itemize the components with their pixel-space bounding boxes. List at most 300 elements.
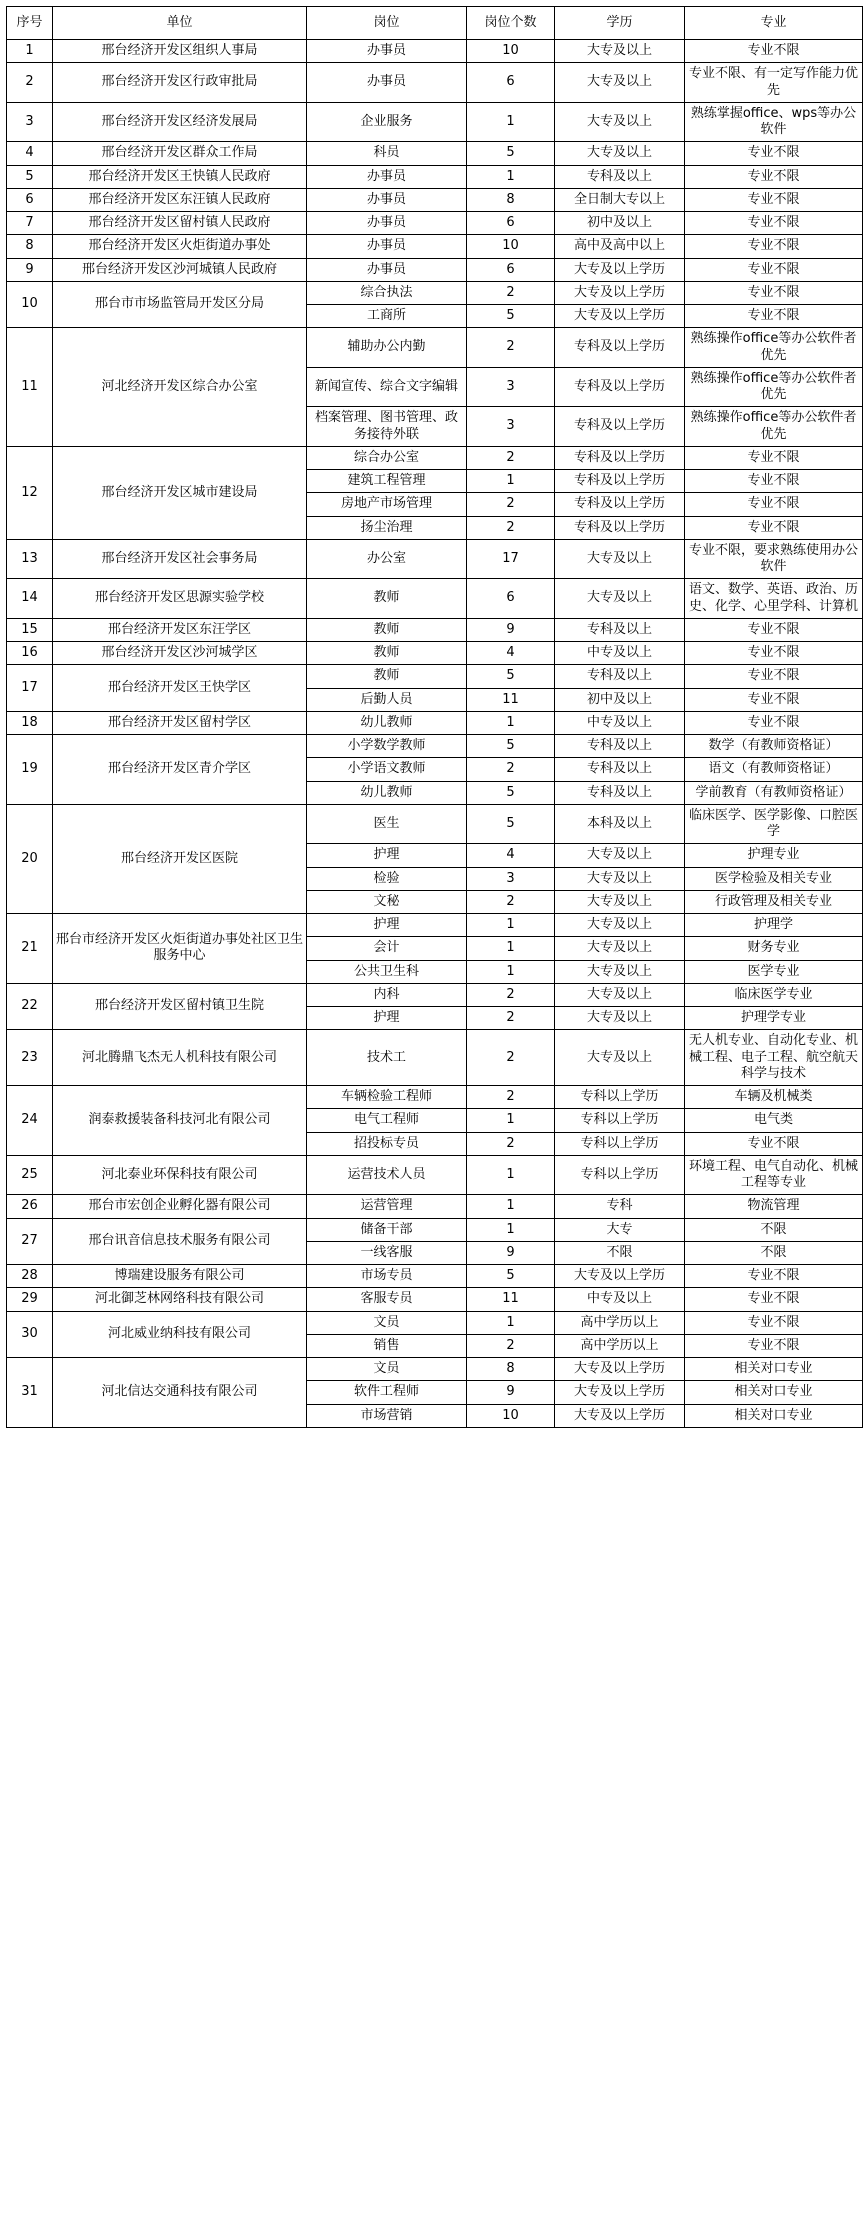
cell-unit-name: 邢台经济开发区东汪镇人民政府	[53, 188, 307, 211]
cell-position-count: 1	[467, 1311, 555, 1334]
table-row	[7, 1155, 863, 1195]
header-unit: 单位	[53, 7, 307, 40]
cell-major: 专业不限	[685, 1311, 863, 1334]
cell-education: 专科以上学历	[555, 1086, 685, 1109]
cell-major: 行政管理及相关专业	[685, 890, 863, 913]
cell-position-count: 6	[467, 258, 555, 281]
cell-sequence-number: 26	[7, 1195, 53, 1218]
cell-education: 专科及以上	[555, 665, 685, 688]
cell-major: 专业不限	[685, 212, 863, 235]
cell-unit-name: 邢台经济开发区留村镇卫生院	[53, 983, 307, 1030]
cell-position: 办事员	[307, 188, 467, 211]
cell-major: 专业不限	[685, 711, 863, 734]
cell-unit-name: 邢台经济开发区思源实验学校	[53, 579, 307, 619]
cell-sequence-number: 23	[7, 1030, 53, 1086]
cell-position-count: 5	[467, 305, 555, 328]
cell-major: 专业不限	[685, 493, 863, 516]
cell-major: 熟练操作office等办公软件者优先	[685, 328, 863, 368]
cell-position-count: 6	[467, 63, 555, 103]
cell-major: 相关对口专业	[685, 1404, 863, 1427]
cell-sequence-number: 2	[7, 63, 53, 103]
cell-education: 大专及以上	[555, 539, 685, 579]
cell-education: 专科及以上	[555, 758, 685, 781]
cell-position-count: 11	[467, 688, 555, 711]
cell-major: 护理学专业	[685, 1007, 863, 1030]
cell-sequence-number: 21	[7, 914, 53, 984]
cell-sequence-number: 29	[7, 1288, 53, 1311]
cell-major: 专业不限	[685, 470, 863, 493]
cell-unit-name: 邢台经济开发区王快学区	[53, 665, 307, 712]
cell-education: 大专及以上	[555, 40, 685, 63]
cell-education: 大专及以上学历	[555, 258, 685, 281]
cell-position-count: 1	[467, 1109, 555, 1132]
cell-education: 专科及以上	[555, 781, 685, 804]
cell-position-count: 9	[467, 1381, 555, 1404]
cell-position: 工商所	[307, 305, 467, 328]
cell-position-count: 5	[467, 781, 555, 804]
cell-major: 相关对口专业	[685, 1358, 863, 1381]
table-row	[7, 539, 863, 579]
cell-position: 办事员	[307, 40, 467, 63]
cell-sequence-number: 28	[7, 1265, 53, 1288]
table-row	[7, 579, 863, 619]
cell-unit-name: 润泰救援装备科技河北有限公司	[53, 1086, 307, 1156]
cell-major: 专业不限	[685, 40, 863, 63]
table-row	[7, 165, 863, 188]
cell-position: 教师	[307, 665, 467, 688]
cell-unit-name: 邢台经济开发区沙河城镇人民政府	[53, 258, 307, 281]
cell-position: 办事员	[307, 63, 467, 103]
cell-major: 专业不限	[685, 235, 863, 258]
cell-major: 数学（有教师资格证）	[685, 735, 863, 758]
table-row	[7, 142, 863, 165]
cell-education: 专科及以上学历	[555, 328, 685, 368]
cell-education: 初中及以上	[555, 212, 685, 235]
cell-unit-name: 邢台经济开发区东汪学区	[53, 618, 307, 641]
cell-position: 后勤人员	[307, 688, 467, 711]
cell-sequence-number: 7	[7, 212, 53, 235]
cell-sequence-number: 25	[7, 1155, 53, 1195]
cell-unit-name: 邢台经济开发区留村学区	[53, 711, 307, 734]
cell-position: 教师	[307, 642, 467, 665]
cell-education: 大专及以上学历	[555, 1404, 685, 1427]
cell-position: 建筑工程管理	[307, 470, 467, 493]
cell-position-count: 1	[467, 165, 555, 188]
table-row	[7, 665, 863, 688]
cell-education: 中专及以上	[555, 711, 685, 734]
table-row	[7, 63, 863, 103]
table-header	[7, 7, 863, 40]
cell-position: 市场专员	[307, 1265, 467, 1288]
cell-position-count: 1	[467, 1218, 555, 1241]
cell-unit-name: 邢台经济开发区组织人事局	[53, 40, 307, 63]
table-row	[7, 1358, 863, 1381]
cell-position: 电气工程师	[307, 1109, 467, 1132]
cell-position: 办事员	[307, 212, 467, 235]
table-body	[7, 40, 863, 1428]
cell-position-count: 17	[467, 539, 555, 579]
cell-education: 大专及以上	[555, 579, 685, 619]
cell-major: 熟练掌握office、wps等办公软件	[685, 102, 863, 142]
cell-position-count: 2	[467, 1086, 555, 1109]
cell-education: 初中及以上	[555, 688, 685, 711]
cell-education: 大专及以上	[555, 937, 685, 960]
cell-position: 办事员	[307, 165, 467, 188]
cell-sequence-number: 17	[7, 665, 53, 712]
cell-sequence-number: 31	[7, 1358, 53, 1428]
cell-sequence-number: 22	[7, 983, 53, 1030]
cell-education: 大专及以上学历	[555, 1265, 685, 1288]
cell-unit-name: 邢台市宏创企业孵化器有限公司	[53, 1195, 307, 1218]
cell-position-count: 6	[467, 212, 555, 235]
cell-position: 软件工程师	[307, 1381, 467, 1404]
header-row	[7, 7, 863, 40]
cell-education: 大专及以上	[555, 142, 685, 165]
table-row	[7, 1265, 863, 1288]
cell-position-count: 2	[467, 758, 555, 781]
cell-major: 环境工程、电气自动化、机械工程等专业	[685, 1155, 863, 1195]
cell-unit-name: 邢台市经济开发区火炬街道办事处社区卫生服务中心	[53, 914, 307, 984]
cell-education: 不限	[555, 1241, 685, 1264]
cell-position-count: 8	[467, 1358, 555, 1381]
cell-position-count: 5	[467, 804, 555, 844]
cell-position-count: 9	[467, 1241, 555, 1264]
cell-major: 专业不限、有一定写作能力优先	[685, 63, 863, 103]
cell-position: 小学数学教师	[307, 735, 467, 758]
cell-position-count: 5	[467, 1265, 555, 1288]
cell-major: 专业不限	[685, 188, 863, 211]
cell-position: 公共卫生科	[307, 960, 467, 983]
cell-position-count: 1	[467, 937, 555, 960]
cell-unit-name: 邢台经济开发区青介学区	[53, 735, 307, 805]
cell-sequence-number: 5	[7, 165, 53, 188]
cell-position: 档案管理、图书管理、政务接待外联	[307, 407, 467, 447]
cell-unit-name: 邢台经济开发区社会事务局	[53, 539, 307, 579]
table-row	[7, 1218, 863, 1241]
cell-position-count: 1	[467, 1155, 555, 1195]
table-row	[7, 711, 863, 734]
cell-position: 新闻宣传、综合文字编辑	[307, 367, 467, 407]
table-row	[7, 1195, 863, 1218]
cell-position-count: 10	[467, 235, 555, 258]
cell-position-count: 2	[467, 516, 555, 539]
cell-position-count: 1	[467, 470, 555, 493]
table-row	[7, 188, 863, 211]
cell-education: 大专及以上	[555, 1030, 685, 1086]
cell-unit-name: 邢台经济开发区群众工作局	[53, 142, 307, 165]
cell-position-count: 1	[467, 711, 555, 734]
table-row	[7, 1311, 863, 1334]
cell-education: 专科	[555, 1195, 685, 1218]
cell-major: 电气类	[685, 1109, 863, 1132]
cell-unit-name: 河北信达交通科技有限公司	[53, 1358, 307, 1428]
cell-position: 幼儿教师	[307, 711, 467, 734]
cell-major: 不限	[685, 1241, 863, 1264]
cell-major: 专业不限	[685, 688, 863, 711]
cell-major: 临床医学、医学影像、口腔医学	[685, 804, 863, 844]
cell-position: 办事员	[307, 258, 467, 281]
header-edu: 学历	[555, 7, 685, 40]
cell-education: 专科及以上学历	[555, 407, 685, 447]
cell-education: 大专	[555, 1218, 685, 1241]
table-row	[7, 102, 863, 142]
table-row	[7, 642, 863, 665]
cell-position-count: 5	[467, 142, 555, 165]
cell-position-count: 2	[467, 493, 555, 516]
cell-position-count: 2	[467, 328, 555, 368]
cell-unit-name: 邢台经济开发区留村镇人民政府	[53, 212, 307, 235]
cell-position-count: 2	[467, 890, 555, 913]
cell-position: 幼儿教师	[307, 781, 467, 804]
cell-position-count: 1	[467, 1195, 555, 1218]
cell-education: 专科及以上	[555, 735, 685, 758]
cell-education: 专科以上学历	[555, 1109, 685, 1132]
cell-education: 大专及以上	[555, 914, 685, 937]
cell-unit-name: 河北泰业环保科技有限公司	[53, 1155, 307, 1195]
cell-major: 专业不限	[685, 1288, 863, 1311]
cell-major: 医学专业	[685, 960, 863, 983]
cell-sequence-number: 3	[7, 102, 53, 142]
cell-position-count: 4	[467, 642, 555, 665]
cell-position-count: 2	[467, 281, 555, 304]
cell-position-count: 2	[467, 983, 555, 1006]
header-no: 序号	[7, 7, 53, 40]
cell-position-count: 1	[467, 102, 555, 142]
cell-major: 专业不限	[685, 1334, 863, 1357]
cell-major: 不限	[685, 1218, 863, 1241]
table-row	[7, 328, 863, 368]
cell-position-count: 3	[467, 367, 555, 407]
cell-position: 技术工	[307, 1030, 467, 1086]
cell-position: 教师	[307, 618, 467, 641]
cell-education: 大专及以上	[555, 983, 685, 1006]
cell-major: 护理学	[685, 914, 863, 937]
cell-position-count: 1	[467, 960, 555, 983]
cell-education: 高中学历以上	[555, 1311, 685, 1334]
cell-sequence-number: 10	[7, 281, 53, 328]
cell-position-count: 3	[467, 407, 555, 447]
header-count: 岗位个数	[467, 7, 555, 40]
cell-sequence-number: 20	[7, 804, 53, 913]
cell-position: 运营管理	[307, 1195, 467, 1218]
cell-education: 本科及以上	[555, 804, 685, 844]
cell-education: 专科及以上学历	[555, 367, 685, 407]
cell-position-count: 2	[467, 1007, 555, 1030]
cell-sequence-number: 15	[7, 618, 53, 641]
cell-position: 办公室	[307, 539, 467, 579]
cell-unit-name: 河北威业纳科技有限公司	[53, 1311, 307, 1358]
cell-position: 车辆检验工程师	[307, 1086, 467, 1109]
cell-position: 教师	[307, 579, 467, 619]
cell-position: 文员	[307, 1358, 467, 1381]
cell-education: 专科及以上学历	[555, 493, 685, 516]
cell-position: 医生	[307, 804, 467, 844]
cell-sequence-number: 27	[7, 1218, 53, 1265]
cell-unit-name: 河北御芝林网络科技有限公司	[53, 1288, 307, 1311]
table-row	[7, 281, 863, 304]
table-row	[7, 804, 863, 844]
cell-major: 熟练操作office等办公软件者优先	[685, 367, 863, 407]
cell-position-count: 3	[467, 867, 555, 890]
cell-sequence-number: 19	[7, 735, 53, 805]
cell-position: 辅助办公内勤	[307, 328, 467, 368]
cell-sequence-number: 8	[7, 235, 53, 258]
cell-position: 房地产市场管理	[307, 493, 467, 516]
cell-major: 语文（有教师资格证）	[685, 758, 863, 781]
cell-unit-name: 邢台经济开发区火炬街道办事处	[53, 235, 307, 258]
cell-sequence-number: 6	[7, 188, 53, 211]
cell-position: 市场营销	[307, 1404, 467, 1427]
cell-major: 车辆及机械类	[685, 1086, 863, 1109]
cell-major: 专业不限	[685, 258, 863, 281]
cell-education: 专科及以上	[555, 165, 685, 188]
cell-major: 专业不限，要求熟练使用办公软件	[685, 539, 863, 579]
cell-education: 大专及以上	[555, 102, 685, 142]
cell-position-count: 2	[467, 446, 555, 469]
cell-position: 销售	[307, 1334, 467, 1357]
cell-position-count: 11	[467, 1288, 555, 1311]
cell-position-count: 5	[467, 665, 555, 688]
cell-position-count: 4	[467, 844, 555, 867]
table-row	[7, 1086, 863, 1109]
cell-position: 扬尘治理	[307, 516, 467, 539]
cell-sequence-number: 14	[7, 579, 53, 619]
cell-education: 专科以上学历	[555, 1155, 685, 1195]
cell-education: 大专及以上	[555, 844, 685, 867]
cell-position: 运营技术人员	[307, 1155, 467, 1195]
recruitment-table	[6, 6, 863, 1428]
cell-education: 大专及以上	[555, 63, 685, 103]
table-row	[7, 212, 863, 235]
cell-unit-name: 邢台讯音信息技术服务有限公司	[53, 1218, 307, 1265]
cell-education: 大专及以上	[555, 890, 685, 913]
cell-sequence-number: 4	[7, 142, 53, 165]
cell-position: 综合办公室	[307, 446, 467, 469]
cell-sequence-number: 16	[7, 642, 53, 665]
cell-sequence-number: 11	[7, 328, 53, 447]
cell-position: 企业服务	[307, 102, 467, 142]
table-row	[7, 1030, 863, 1086]
cell-position: 小学语文教师	[307, 758, 467, 781]
cell-major: 专业不限	[685, 642, 863, 665]
cell-unit-name: 河北腾鼎飞杰无人机科技有限公司	[53, 1030, 307, 1086]
cell-major: 专业不限	[685, 165, 863, 188]
cell-position: 办事员	[307, 235, 467, 258]
cell-major: 临床医学专业	[685, 983, 863, 1006]
cell-position: 综合执法	[307, 281, 467, 304]
cell-education: 大专及以上学历	[555, 305, 685, 328]
cell-major: 专业不限	[685, 516, 863, 539]
cell-position-count: 6	[467, 579, 555, 619]
cell-major: 专业不限	[685, 305, 863, 328]
cell-major: 医学检验及相关专业	[685, 867, 863, 890]
cell-major: 专业不限	[685, 446, 863, 469]
cell-position: 会计	[307, 937, 467, 960]
cell-sequence-number: 18	[7, 711, 53, 734]
table-row	[7, 40, 863, 63]
cell-education: 大专及以上	[555, 1007, 685, 1030]
cell-education: 专科及以上学历	[555, 446, 685, 469]
cell-major: 相关对口专业	[685, 1381, 863, 1404]
cell-position-count: 8	[467, 188, 555, 211]
cell-position-count: 1	[467, 914, 555, 937]
cell-major: 熟练操作office等办公软件者优先	[685, 407, 863, 447]
cell-position: 科员	[307, 142, 467, 165]
cell-sequence-number: 30	[7, 1311, 53, 1358]
cell-unit-name: 邢台经济开发区行政审批局	[53, 63, 307, 103]
cell-position-count: 10	[467, 1404, 555, 1427]
cell-position: 内科	[307, 983, 467, 1006]
cell-sequence-number: 24	[7, 1086, 53, 1156]
cell-major: 学前教育（有教师资格证）	[685, 781, 863, 804]
cell-education: 专科及以上	[555, 618, 685, 641]
cell-major: 护理专业	[685, 844, 863, 867]
cell-education: 中专及以上	[555, 1288, 685, 1311]
cell-major: 专业不限	[685, 665, 863, 688]
cell-unit-name: 邢台经济开发区城市建设局	[53, 446, 307, 539]
cell-unit-name: 博瑞建设服务有限公司	[53, 1265, 307, 1288]
cell-education: 全日制大专以上	[555, 188, 685, 211]
cell-education: 专科及以上学历	[555, 516, 685, 539]
cell-sequence-number: 12	[7, 446, 53, 539]
cell-position: 客服专员	[307, 1288, 467, 1311]
cell-major: 专业不限	[685, 281, 863, 304]
cell-position: 储备干部	[307, 1218, 467, 1241]
cell-education: 高中学历以上	[555, 1334, 685, 1357]
cell-sequence-number: 9	[7, 258, 53, 281]
cell-unit-name: 河北经济开发区综合办公室	[53, 328, 307, 447]
cell-major: 专业不限	[685, 1132, 863, 1155]
cell-position: 护理	[307, 844, 467, 867]
table-row	[7, 618, 863, 641]
cell-major: 专业不限	[685, 1265, 863, 1288]
table-row	[7, 983, 863, 1006]
cell-education: 大专及以上学历	[555, 281, 685, 304]
cell-education: 大专及以上	[555, 867, 685, 890]
cell-major: 语文、数学、英语、政治、历史、化学、心里学科、计算机	[685, 579, 863, 619]
cell-position: 护理	[307, 914, 467, 937]
cell-unit-name: 邢台市市场监管局开发区分局	[53, 281, 307, 328]
table-row	[7, 1288, 863, 1311]
cell-position-count: 2	[467, 1132, 555, 1155]
cell-unit-name: 邢台经济开发区王快镇人民政府	[53, 165, 307, 188]
cell-position: 文员	[307, 1311, 467, 1334]
cell-education: 大专及以上学历	[555, 1358, 685, 1381]
cell-major: 物流管理	[685, 1195, 863, 1218]
cell-major: 专业不限	[685, 142, 863, 165]
table-row	[7, 258, 863, 281]
cell-unit-name: 邢台经济开发区医院	[53, 804, 307, 913]
cell-position-count: 5	[467, 735, 555, 758]
table-row	[7, 235, 863, 258]
table-row	[7, 735, 863, 758]
cell-position: 一线客服	[307, 1241, 467, 1264]
cell-unit-name: 邢台经济开发区经济发展局	[53, 102, 307, 142]
cell-education: 大专及以上学历	[555, 1381, 685, 1404]
cell-major: 无人机专业、自动化专业、机械工程、电子工程、航空航天科学与技术	[685, 1030, 863, 1086]
header-post: 岗位	[307, 7, 467, 40]
cell-education: 大专及以上	[555, 960, 685, 983]
cell-position-count: 2	[467, 1334, 555, 1357]
cell-major: 财务专业	[685, 937, 863, 960]
cell-position-count: 2	[467, 1030, 555, 1086]
cell-position-count: 10	[467, 40, 555, 63]
cell-position: 护理	[307, 1007, 467, 1030]
cell-unit-name: 邢台经济开发区沙河城学区	[53, 642, 307, 665]
cell-position: 招投标专员	[307, 1132, 467, 1155]
cell-sequence-number: 1	[7, 40, 53, 63]
cell-position: 检验	[307, 867, 467, 890]
